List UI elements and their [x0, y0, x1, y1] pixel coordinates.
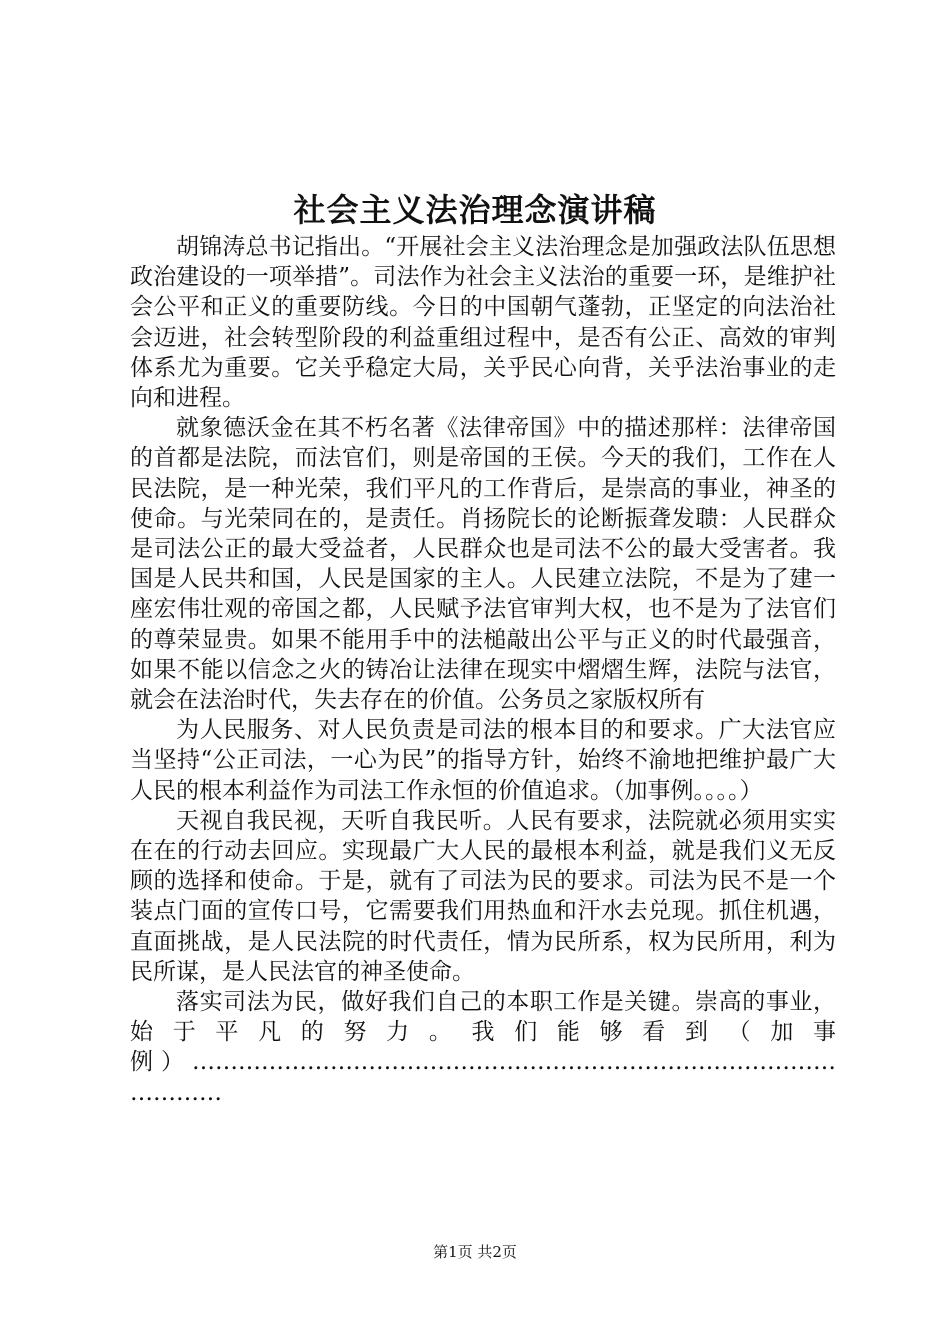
document-title: 社会主义法治理念演讲稿	[293, 191, 657, 229]
paragraph-4: 天视自我民视，天听自我民听。人民有要求，法院就必须用实实在在的行动去回应。实现最广大人民的最根本利益，就是我们义无反顾的选择和使命。于是，就有了司法为民的要求。司法为民不是一个装点门面的宣传口号，它需要我们用热血和汗水去兑现。抓住机遇，直面挑战，是人民法院的时代责任，情为民所系，权为民所用，利为民所谋，是人民法官的神圣使命。	[130, 807, 836, 985]
document-body	[130, 232, 836, 1108]
paragraph-2: 就象德沃金在其不朽名著《法律帝国》中的描述那样：法律帝国的首都是法院，而法官们，则是帝国的王侯。今天的我们，工作在人民法院，是一种光荣，我们平凡的工作背后，是崇高的事业，神圣的使命。与光荣同在的，是责任。肖扬院长的论断振聋发聩：人民群众是司法公正的最大受益者，人民群众也是司法不公的最大受害者。我国是人民共和国，人民是国家的主人。人民建立法院，不是为了建一座宏伟壮观的帝国之都，人民赋予法官审判大权，也不是为了法官们的尊荣显贵。如果不能用手中的法槌敲出公平与正义的时代最强音，如果不能以信念之火的铸冶让法律在现实中熠熠生辉，法院与法官，就会在法治时代，失去存在的价值。公务员之家版权所有	[130, 415, 836, 714]
paragraph-1: 胡锦涛总书记指出。“开展社会主义法治理念是加强政法队伍思想政治建设的一项举措”。司法作为社会主义法治的重要一环，是维护社会公平和正义的重要防线。今日的中国朝气蓬勃，正坚定的向法治社会迈进，社会转型阶段的利益重组过程中，是否有公正、高效的审判体系尤为重要。它关乎稳定大局，关乎民心向背，关乎法治事业的走向和进程。	[130, 234, 836, 412]
page-number: 第1页 共2页	[433, 1243, 517, 1261]
paragraph-5: 落实司法为民，做好我们自己的本职工作是关键。崇高的事业，始于平凡的努力。我们能够看到（加事例）……………………………………………………………………………………	[130, 989, 836, 1106]
page-footer	[0, 1242, 950, 1262]
paragraph-3: 为人民服务、对人民负责是司法的根本目的和要求。广大法官应当坚持“公正司法，一心为民”的指导方针，始终不渝地把维护最广大人民的根本利益作为司法工作永恒的价值追求。（加事例。。。。）	[130, 717, 836, 804]
